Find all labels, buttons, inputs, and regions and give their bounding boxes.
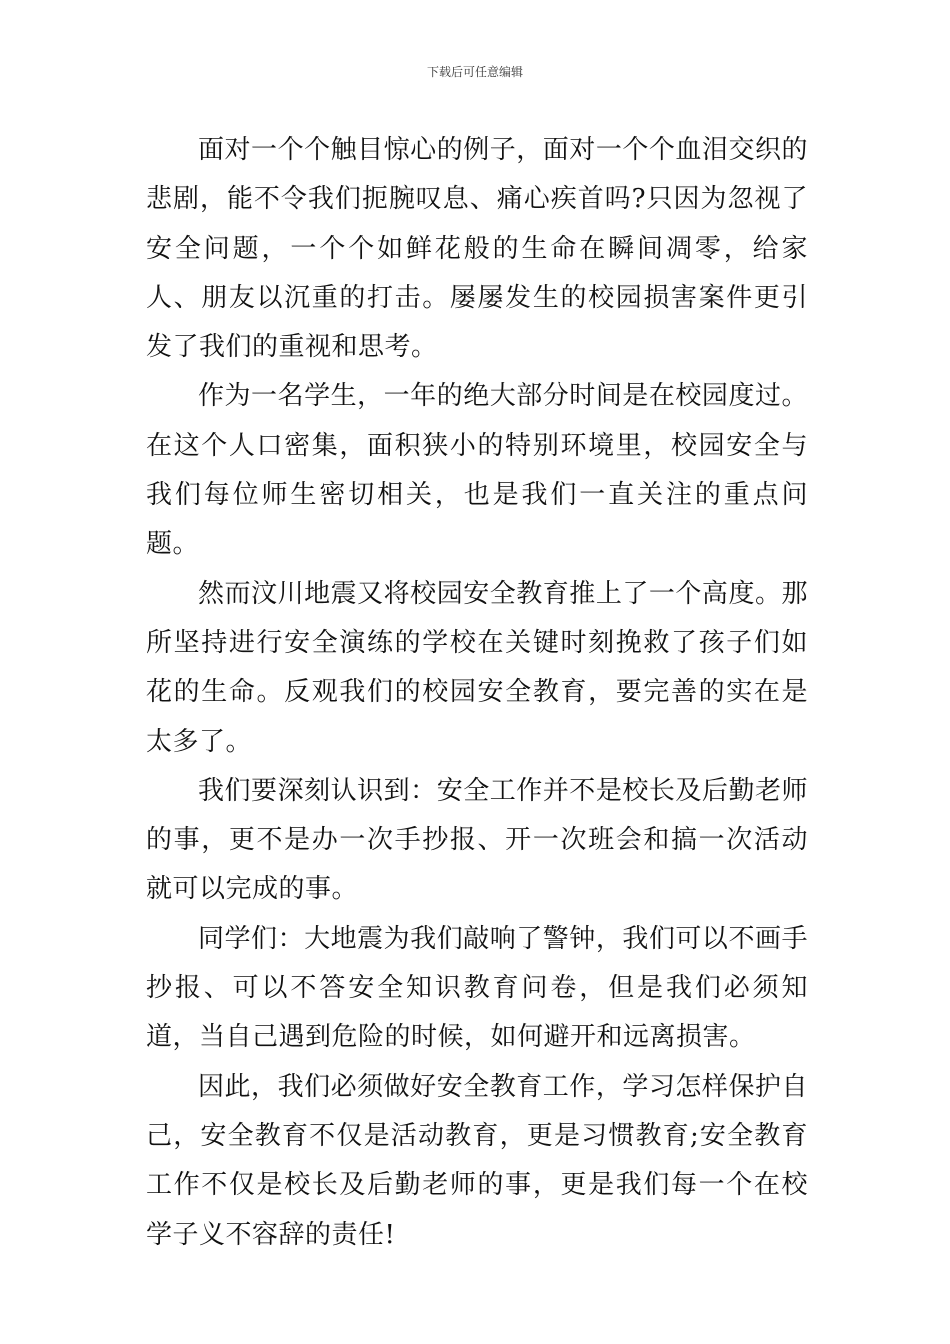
document-body xyxy=(146,126,808,1260)
paragraph-6: 因此，我们必须做好安全教育工作，学习怎样保护自己，安全教育不仅是活动教育，更是习惯教育;安全教育工作不仅是校长及后勤老师的事，更是我们每一个在校学子义不容辞的责任! xyxy=(146,1071,808,1250)
paragraph-2: 作为一名学生，一年的绝大部分时间是在校园度过。在这个人口密集，面积狭小的特别环境里，校园安全与我们每位师生密切相关，也是我们一直关注的重点问题。 xyxy=(146,381,808,560)
paragraph-5: 同学们：大地震为我们敲响了警钟，我们可以不画手抄报、可以不答安全知识教育问卷，但是我们必须知道，当自己遇到危险的时候，如何避开和远离损害。 xyxy=(146,923,808,1053)
paragraph-4: 我们要深刻认识到：安全工作并不是校长及后勤老师的事，更不是办一次手抄报、开一次班会和搞一次活动就可以完成的事。 xyxy=(146,775,808,905)
paragraph-3: 然而汶川地震又将校园安全教育推上了一个高度。那所坚持进行安全演练的学校在关键时刻挽救了孩子们如花的生命。反观我们的校园安全教育，要完善的实在是太多了。 xyxy=(146,578,808,757)
page-header: 下载后可任意编辑 xyxy=(426,65,523,79)
paragraph-1: 面对一个个触目惊心的例子，面对一个个血泪交织的悲剧，能不令我们扼腕叹息、痛心疾首吗?只因为忽视了安全问题，一个个如鲜花般的生命在瞬间凋零，给家人、朋友以沉重的打击。屡屡发生的校园损害案件更引发了我们的重视和思考。 xyxy=(146,135,808,363)
